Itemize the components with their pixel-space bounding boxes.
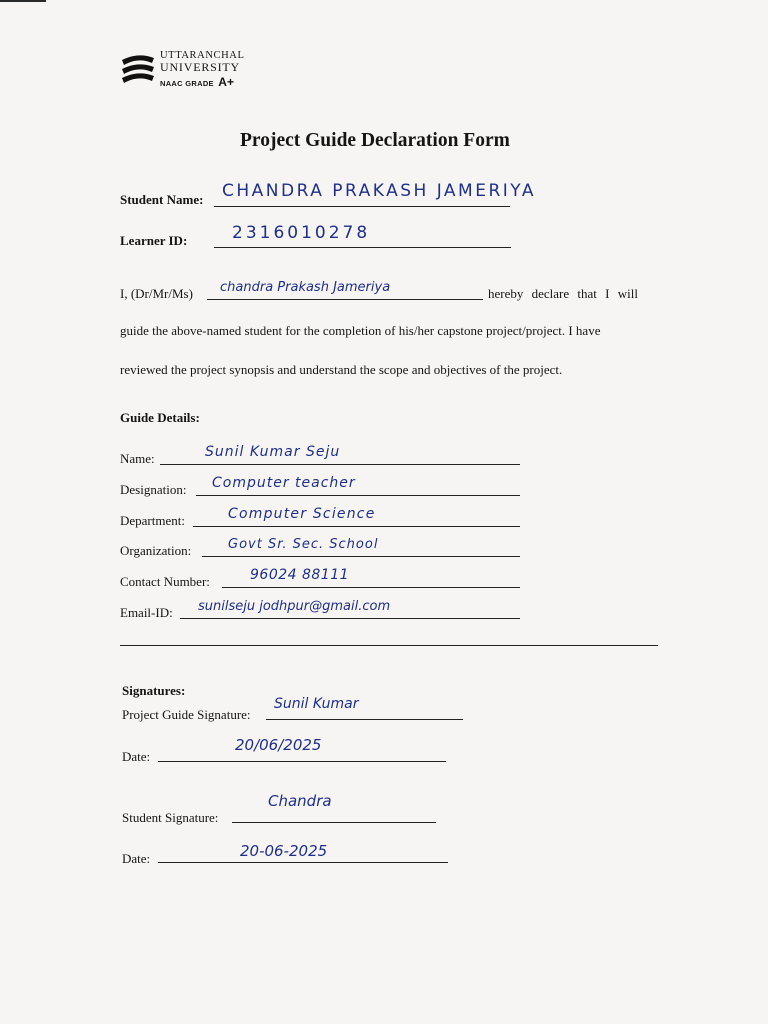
student-name-label: Student Name: bbox=[120, 192, 204, 207]
guide-designation-label: Designation: bbox=[120, 482, 187, 497]
guide-organization-value[interactable]: Govt Sr. Sec. School bbox=[228, 537, 379, 552]
scan-edge-mark bbox=[0, 0, 46, 2]
signatures-heading: Signatures: bbox=[122, 683, 186, 698]
guide-date-value[interactable]: 20/06/2025 bbox=[235, 736, 322, 754]
declaration-guide-line bbox=[207, 299, 483, 300]
student-signature-value[interactable]: Chandra bbox=[268, 792, 332, 810]
guide-department-value[interactable]: Computer Science bbox=[228, 506, 376, 522]
guide-name-line bbox=[160, 464, 520, 465]
guide-department-label: Department: bbox=[120, 513, 185, 528]
guide-contact-line bbox=[222, 587, 520, 588]
guide-signature-label: Project Guide Signature: bbox=[122, 707, 251, 722]
form-title: Project Guide Declaration Form bbox=[240, 130, 510, 151]
guide-contact-value[interactable]: 96024 88111 bbox=[250, 567, 350, 583]
student-name-line bbox=[214, 206, 510, 207]
student-name-value[interactable]: CHANDRA PRAKASH JAMERIYA bbox=[222, 181, 536, 201]
guide-designation-value[interactable]: Computer teacher bbox=[212, 475, 356, 491]
guide-designation-line bbox=[196, 495, 520, 496]
guide-email-value[interactable]: sunilseju jodhpur@gmail.com bbox=[198, 599, 391, 614]
guide-signature-line bbox=[266, 719, 463, 720]
guide-email-label: Email-ID: bbox=[120, 605, 173, 620]
learner-id-value[interactable]: 2316010278 bbox=[232, 223, 371, 243]
guide-name-value[interactable]: Sunil Kumar Seju bbox=[205, 444, 341, 460]
guide-department-line bbox=[193, 526, 520, 527]
guide-organization-line bbox=[202, 556, 520, 557]
guide-date-line bbox=[158, 761, 446, 762]
student-signature-line bbox=[232, 822, 436, 823]
declaration-suffix: hereby declare that I will bbox=[488, 286, 638, 301]
university-logo bbox=[120, 50, 260, 89]
guide-organization-label: Organization: bbox=[120, 543, 192, 558]
logo-naac-label: NAAC GRADE bbox=[160, 79, 214, 88]
university-logo-icon bbox=[120, 52, 158, 86]
declaration-line-2: guide the above-named student for the completion of his/her capstone project/project. I have bbox=[120, 323, 601, 338]
guide-contact-label: Contact Number: bbox=[120, 574, 210, 589]
guide-details-heading: Guide Details: bbox=[120, 410, 200, 425]
guide-date-label: Date: bbox=[122, 749, 151, 764]
guide-name-label: Name: bbox=[120, 451, 155, 466]
declaration-line-3: reviewed the project synopsis and understand the scope and objectives of the project. bbox=[120, 362, 563, 377]
student-date-line bbox=[158, 862, 448, 863]
student-date-label: Date: bbox=[122, 851, 151, 866]
learner-id-label: Learner ID: bbox=[120, 233, 188, 248]
section-separator bbox=[120, 645, 658, 646]
student-signature-label: Student Signature: bbox=[122, 810, 219, 825]
declaration-prefix: I, (Dr/Mr/Ms) bbox=[120, 286, 193, 301]
guide-signature-value[interactable]: Sunil Kumar bbox=[274, 696, 359, 712]
guide-email-line bbox=[180, 618, 520, 619]
declaration-guide-name[interactable]: chandra Prakash Jameriya bbox=[220, 280, 391, 295]
logo-grade: A+ bbox=[218, 75, 234, 89]
learner-id-line bbox=[214, 247, 511, 248]
logo-line-1: UTTARANCHAL bbox=[160, 50, 245, 61]
student-date-value[interactable]: 20-06-2025 bbox=[240, 842, 328, 860]
logo-line-2: UNIVERSITY bbox=[160, 60, 240, 74]
